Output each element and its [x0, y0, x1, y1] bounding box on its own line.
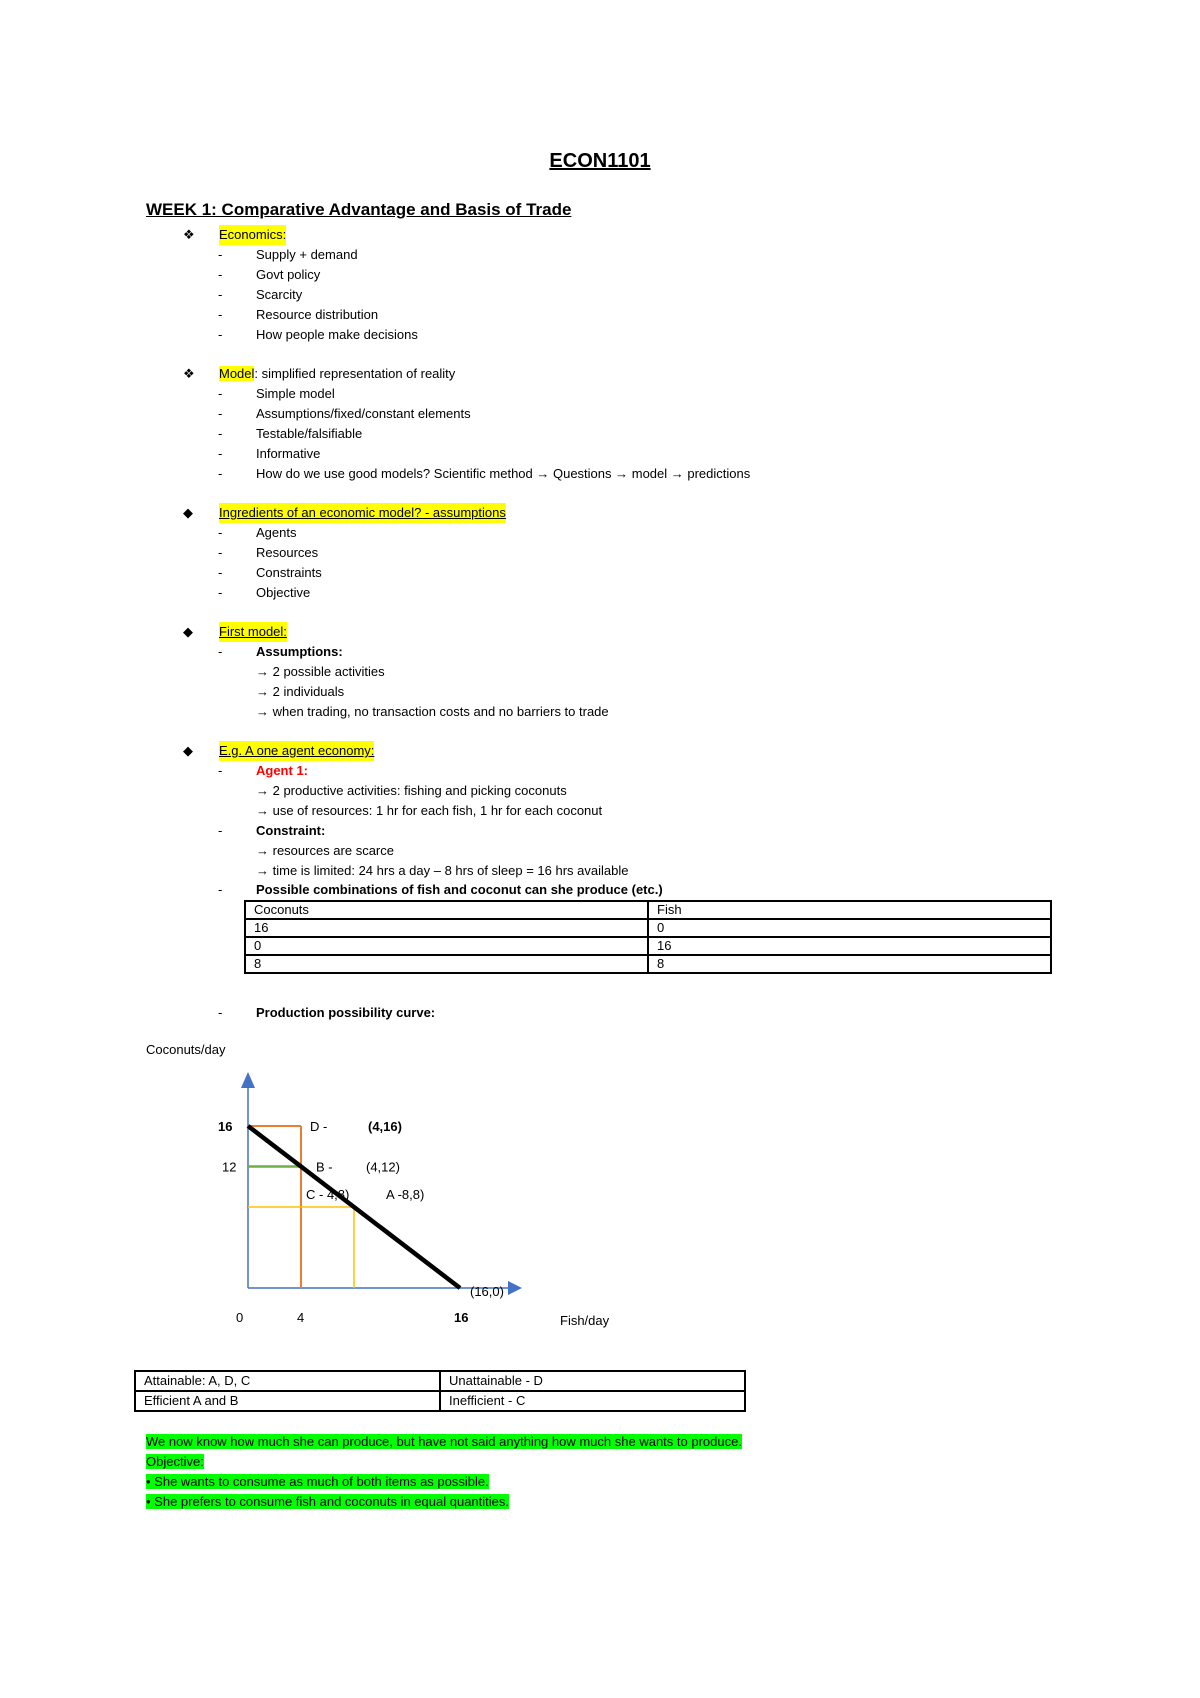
- ppc-chart-svg: [0, 1030, 700, 1330]
- x-tick-label: 16: [454, 1310, 469, 1325]
- table-cell: Efficient A and B: [135, 1391, 440, 1411]
- table-cell: Inefficient - C: [440, 1391, 745, 1411]
- table-row: [245, 919, 1051, 937]
- note-line: We now know how much she can produce, but have not said anything how much she wants to produce.: [146, 1434, 742, 1449]
- x-tick-label: 4: [297, 1310, 305, 1325]
- annotation-b-value: (4,12): [366, 1159, 400, 1175]
- table-cell: 0: [648, 919, 1051, 937]
- annotation-a: A -8,8): [386, 1187, 425, 1202]
- x-tick-label: 0: [236, 1310, 244, 1325]
- diamond-bullet-icon: ❖: [183, 366, 195, 381]
- document-title: ECON1101: [549, 150, 651, 172]
- classification-table: [134, 1370, 746, 1412]
- table-cell: 16: [245, 919, 648, 937]
- ppc-chart: [0, 1030, 700, 1330]
- one-agent-heading: E.g. A one agent economy:: [219, 741, 374, 761]
- y-tick-label: 12: [222, 1159, 237, 1175]
- diamond-bullet-icon: ◆: [183, 743, 193, 758]
- note-line: • She prefers to consume fish and coconuts in equal quantities.: [146, 1494, 509, 1509]
- annotation-x-intercept: (16,0): [470, 1284, 504, 1299]
- y-axis-label: Coconuts/day: [146, 1042, 226, 1057]
- table-cell: 8: [245, 955, 648, 973]
- table-cell: Attainable: A, D, C: [135, 1371, 440, 1391]
- y-axis-arrow-icon: [241, 1072, 255, 1088]
- diamond-bullet-icon: ◆: [183, 505, 193, 520]
- table-cell: 0: [245, 937, 648, 955]
- table-header-cell: Coconuts: [245, 901, 648, 919]
- y-tick-label: 16: [218, 1119, 233, 1134]
- table-row: [135, 1391, 745, 1411]
- model-heading-line: ❖ Model: simplified representation of reality: [0, 364, 1200, 384]
- economics-heading-line: [0, 225, 1200, 245]
- first-model-heading: First model:: [219, 622, 287, 642]
- table-row: [245, 955, 1051, 973]
- ingredients-heading: Ingredients of an economic model? - assumptions: [219, 503, 506, 523]
- x-axis-arrow-icon: [508, 1281, 522, 1295]
- table-cell: 16: [648, 937, 1051, 955]
- table-cell: 8: [648, 955, 1051, 973]
- table-row: [135, 1371, 745, 1391]
- one-agent-heading-line: [0, 741, 1200, 761]
- note-line: Objective:: [146, 1454, 204, 1469]
- ingredients-heading-line: [0, 503, 1200, 523]
- week-heading: WEEK 1: Comparative Advantage and Basis of Trade: [146, 200, 572, 219]
- table-cell: Unattainable - D: [440, 1371, 745, 1391]
- document-page: ECON1101 WEEK 1: Comparative Advantage and Basis of Trade ❖ Economics: - Supply + demand - Govt policy - Scarcity - Resource distribution - How people make decisions ❖ Model: simplified representation of reality - Simple model - Assumptions/fixed/constant elements - Testable/falsifiable - Informative - How do we use good models? Scientific method → Questions → model → predictions ◆ Ingredients of an economic model? - assumptions - Agents - Resources - Constraints - Objective ◆ First model: - Assumptions: → 2 possible activities → 2 individuals → when trading, no transaction costs and no barriers to trade ◆ E.g. A one agent economy: - Agent 1: → 2 productive activities: fishing and picking coconuts → use of resources: 1 hr for each fish, 1 hr for each coconut - Constraint: → resources are scarce → time is limited: 24 hrs a day – 8 hrs of sleep = 16 hrs available - Possible combinations of fish and coconut can she produce (etc.) Coconuts Fish 16 0 0 16 8 8 - Production possibility curve: Coconuts/day Fish/day 16 12 0 4 16 D - (4,16) B - (4,12) C - 4,8) A -8,8) (16,0) Attainable: A, D, C Unattainable - D Efficient A and B Inefficient - C We now know how much she can produce, but have not said anything how much she wants to produce. Objective: • She wants to consume as much of both items as possible. • She prefers to consume fish and coconuts in equal quantities.: [0, 0, 1200, 1698]
- x-axis-label: Fish/day: [560, 1313, 610, 1328]
- table-row: [245, 901, 1051, 919]
- annotation-d-value: (4,16): [368, 1119, 402, 1134]
- combinations-table: [244, 900, 1052, 974]
- diamond-bullet-icon: ❖: [183, 227, 195, 242]
- table-header-cell: Fish: [648, 901, 1051, 919]
- annotation-c: C - 4,8): [306, 1187, 350, 1202]
- diamond-bullet-icon: ◆: [183, 624, 193, 639]
- table-row: [245, 937, 1051, 955]
- note-line: • She wants to consume as much of both items as possible.: [146, 1474, 489, 1489]
- annotation-b: B -: [316, 1159, 333, 1175]
- economics-heading: Economics:: [219, 225, 286, 245]
- annotation-d: D -: [310, 1119, 328, 1134]
- model-heading: Model: [219, 366, 255, 381]
- first-model-heading-line: [0, 622, 1200, 642]
